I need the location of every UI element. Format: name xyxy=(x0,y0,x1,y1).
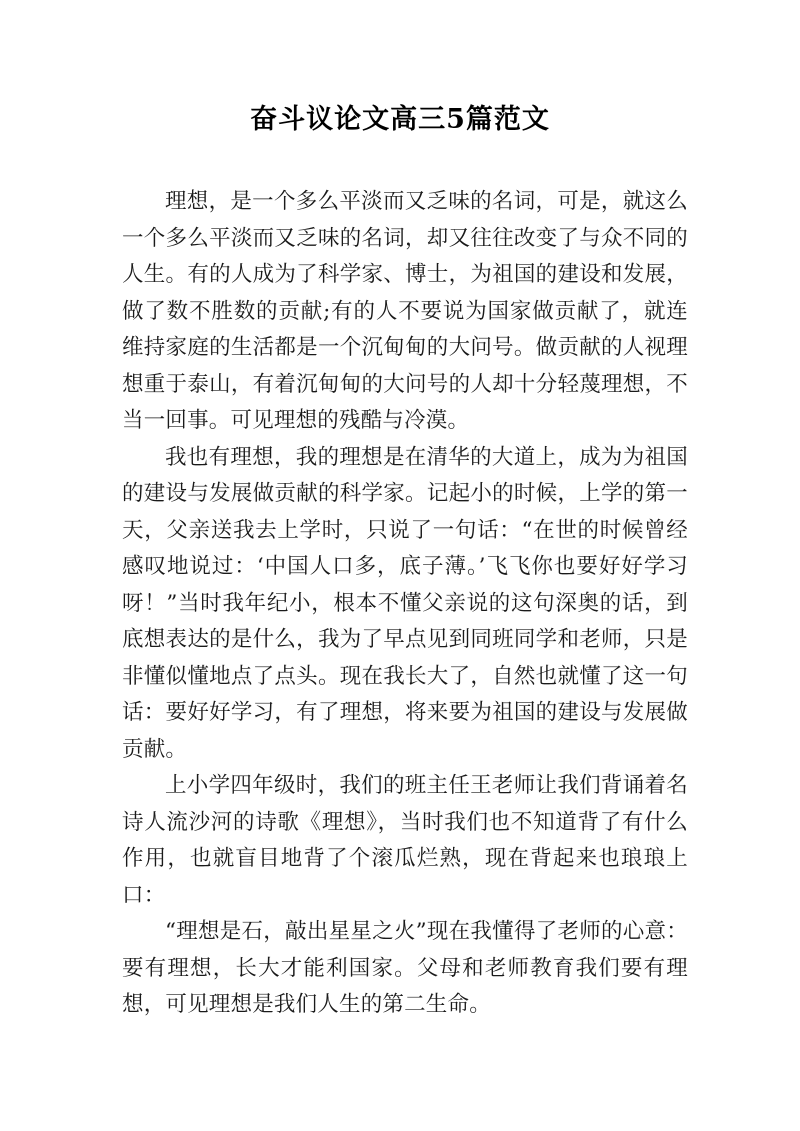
paragraph-1: 理想，是一个多么平淡而又乏味的名词，可是，就这么一个多么平淡而又乏味的名词，却又往往改变了与众不同的人生。有的人成为了科学家、博士，为祖国的建设和发展，做了数不胜数的贡献;有的人不要说为国家做贡献了，就连维持家庭的生活都是一个沉甸甸的大问号。做贡献的人视理想重于泰山，有着沉甸甸的大问号的人却十分轻蔑理想，不当一回事。可见理想的残酷与冷漠。 xyxy=(122,189,688,433)
page-title: 奋斗议论文高三5篇范文 xyxy=(250,104,550,135)
paragraph-3: 上小学四年级时，我们的班主任王老师让我们背诵着名诗人流沙河的诗歌《理想》，当时我们也不知道背了有什么作用，也就盲目地背了个滚瓜烂熟，现在背起来也琅琅上口： xyxy=(122,773,688,908)
article-body xyxy=(122,184,688,1024)
paragraph-2: 我也有理想，我的理想是在清华的大道上，成为为祖国的建设与发展做贡献的科学家。记起小的时候，上学的第一天，父亲送我去上学时，只说了一句话：“在世的时候曾经感叹地说过：‘中国人口多，底子薄。’飞飞你也要好好学习呀！”当时我年纪小，根本不懂父亲说的这句深奥的话，到底想表达的是什么，我为了早点见到同班同学和老师，只是非懂似懂地点了点头。现在我长大了，自然也就懂了这一句话：要好好学习，有了理想，将来要为祖国的建设与发展做贡献。 xyxy=(122,444,688,762)
paragraph-4: “理想是石，敲出星星之火”现在我懂得了老师的心意：要有理想，长大才能利国家。父母和老师教育我们要有理想，可见理想是我们人生的第二生命。 xyxy=(122,919,688,1017)
